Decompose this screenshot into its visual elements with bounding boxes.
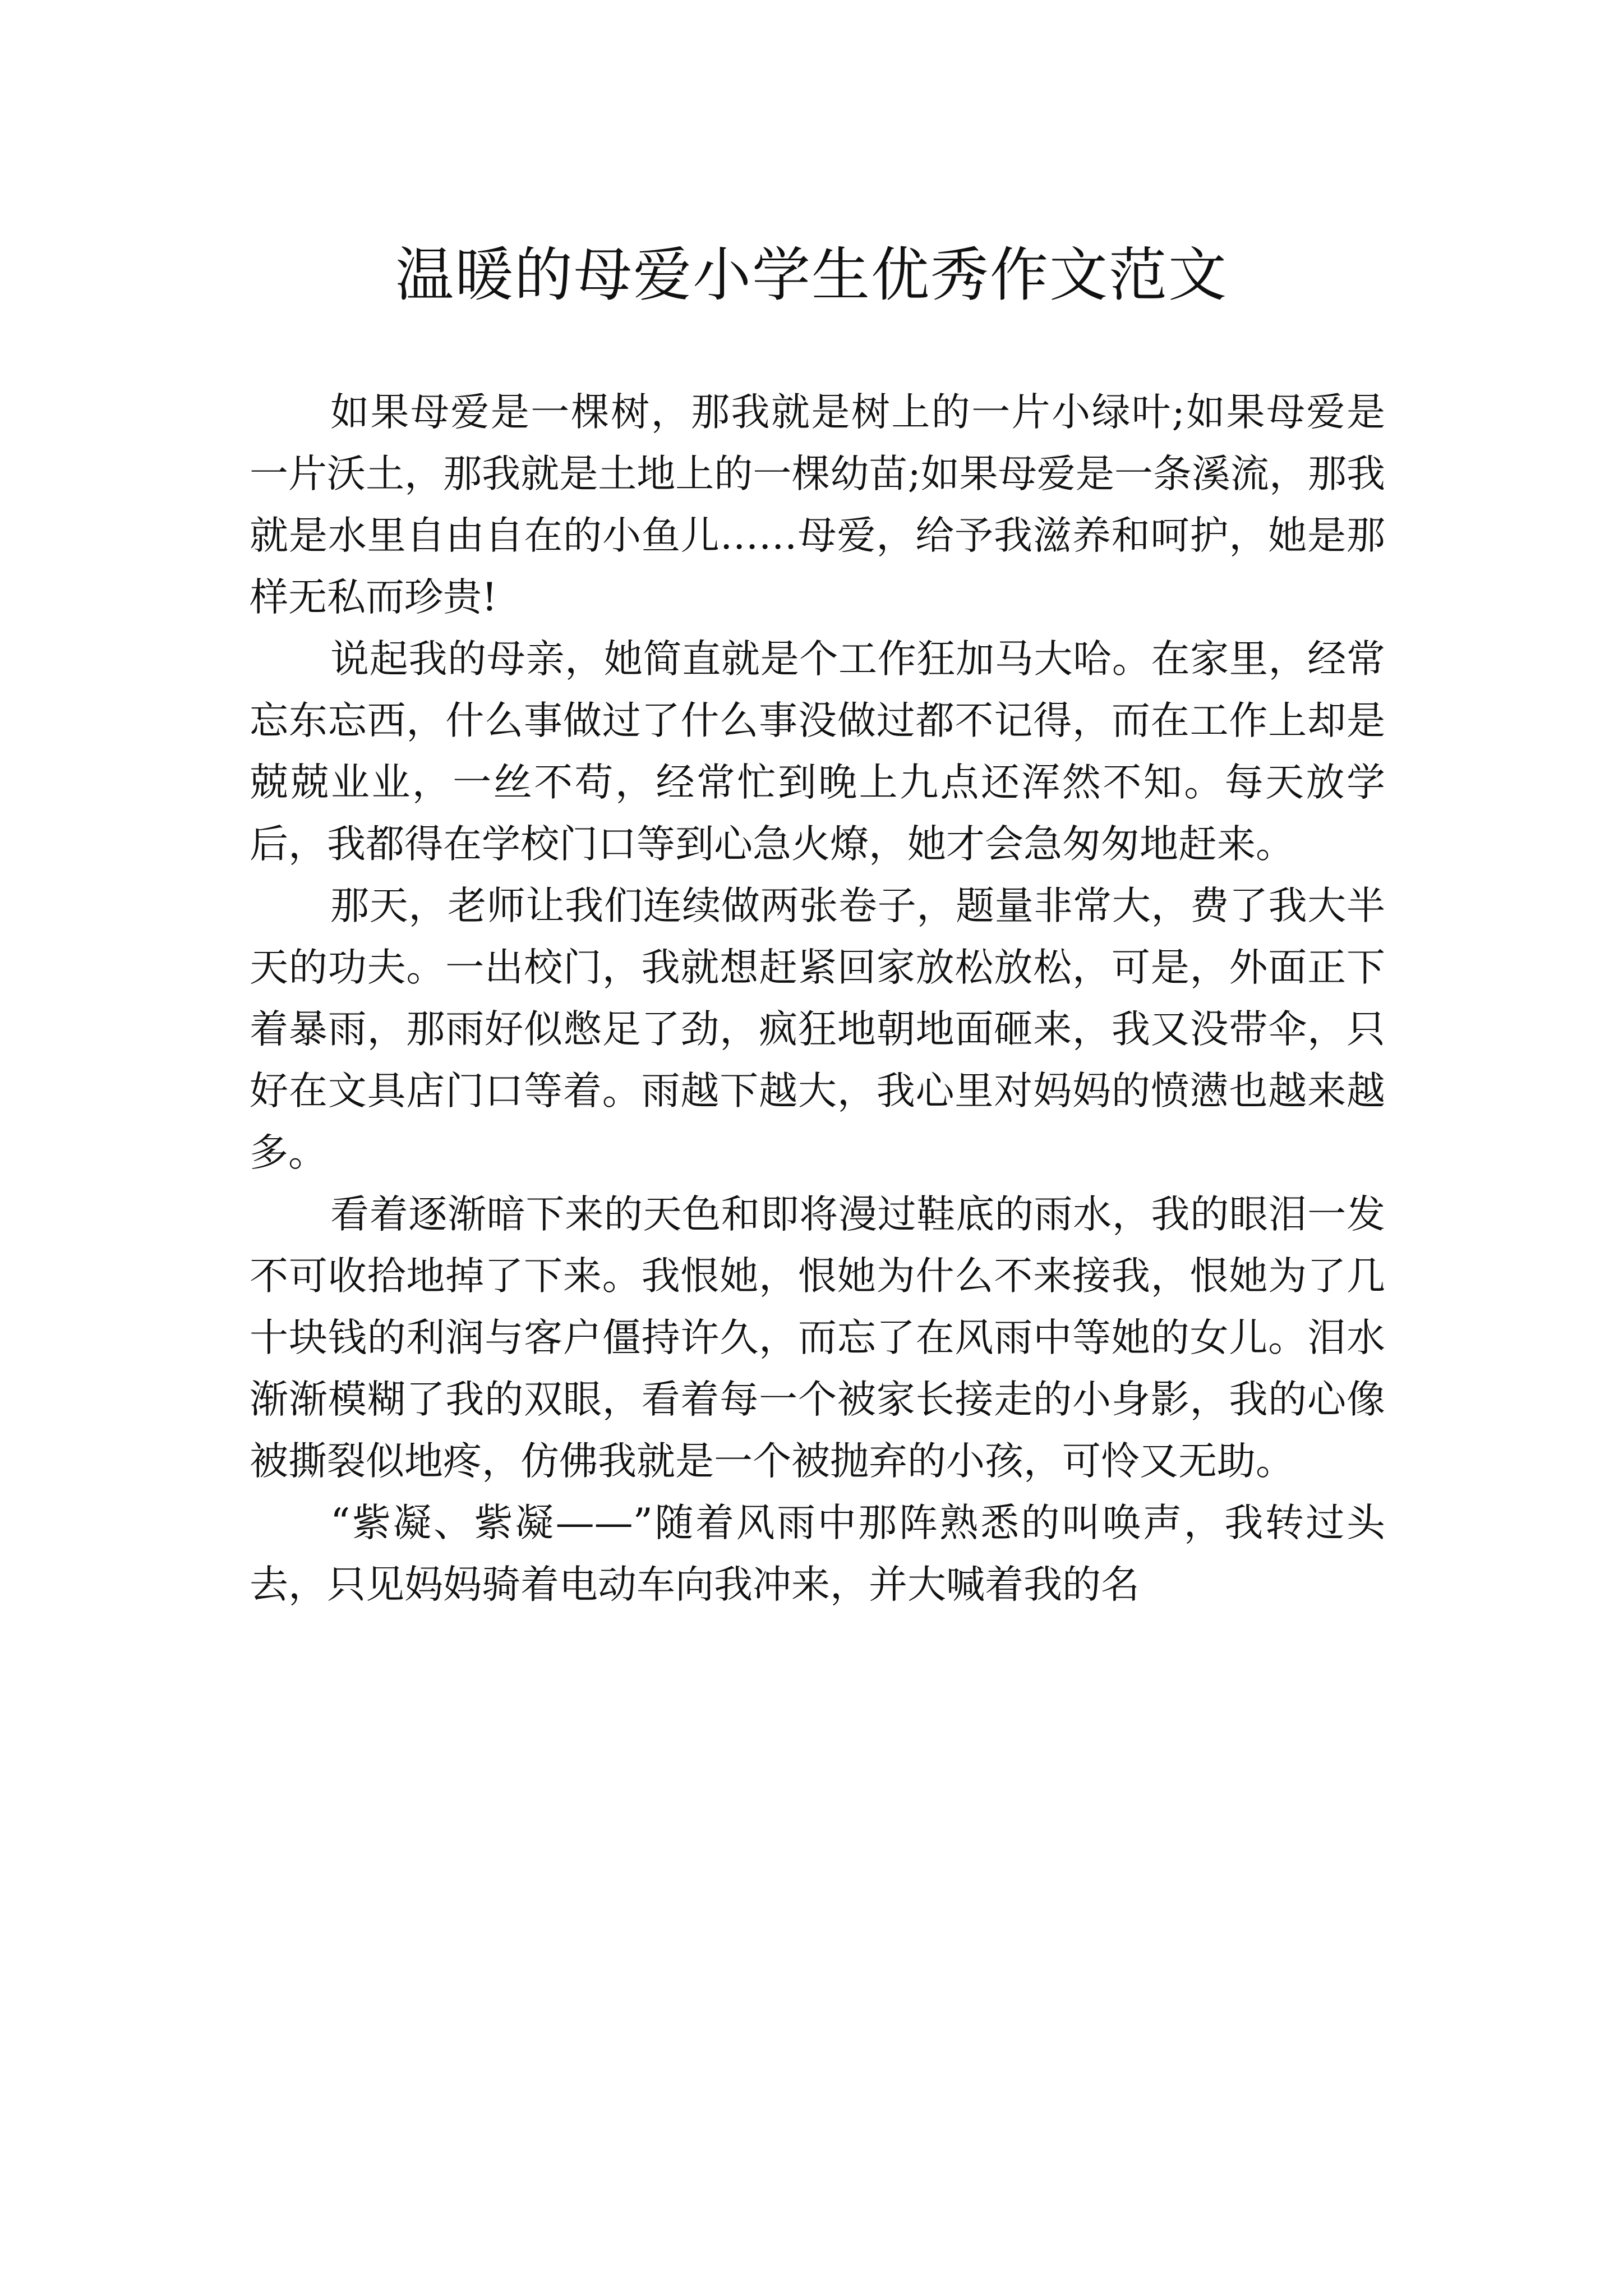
- paragraph: 那天，老师让我们连续做两张卷子，题量非常大，费了我大半天的功夫。一出校门，我就想赶紧回家放松放松，可是，外面正下着暴雨，那雨好似憋足了劲，疯狂地朝地面砸来，我又没带伞，只好在文具店门口等着。雨越下越大，我心里对妈妈的愤懑也越来越多。: [250, 884, 1385, 1175]
- document-body: [250, 381, 1385, 1616]
- paragraph: 如果母爱是一棵树，那我就是树上的一片小绿叶;如果母爱是一片沃土，那我就是土地上的一棵幼苗;如果母爱是一条溪流，那我就是水里自由自在的小鱼儿……母爱，给予我滋养和呵护，她是那样无私而珍贵!: [250, 390, 1385, 620]
- document-title: 温暖的母爱小学生优秀作文范文: [395, 240, 1228, 309]
- paragraph: “紫凝、紫凝——”随着风雨中那阵熟悉的叫唤声，我转过头去，只见妈妈骑着电动车向我冲来，并大喊着我的名: [250, 1501, 1385, 1607]
- paragraph: 说起我的母亲，她简直就是个工作狂加马大哈。在家里，经常忘东忘西，什么事做过了什么事没做过都不记得，而在工作上却是兢兢业业，一丝不苟，经常忙到晚上九点还浑然不知。每天放学后，我都得在学校门口等到心急火燎，她才会急匆匆地赶来。: [250, 637, 1385, 867]
- paragraph: 看着逐渐暗下来的天色和即将漫过鞋底的雨水，我的眼泪一发不可收拾地掉了下来。我恨她，恨她为什么不来接我，恨她为了几十块钱的利润与客户僵持许久，而忘了在风雨中等她的女儿。泪水渐渐模糊了我的双眼，看着每一个被家长接走的小身影，我的心像被撕裂似地疼，仿佛我就是一个被抛弃的小孩，可怜又无助。: [250, 1192, 1385, 1484]
